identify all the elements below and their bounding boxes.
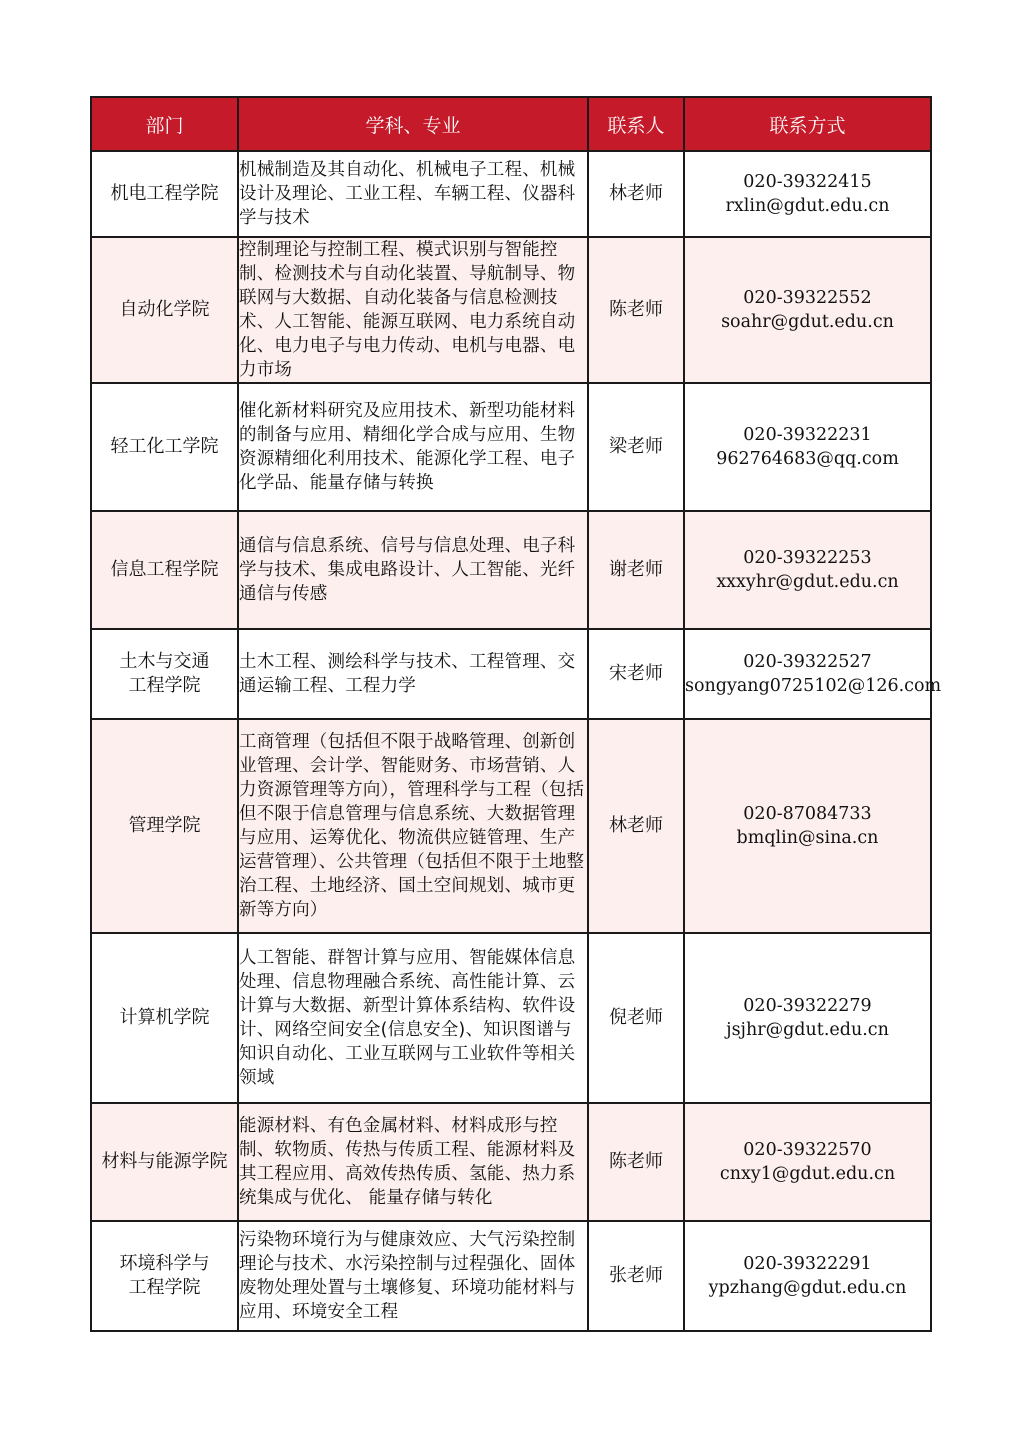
email-link[interactable]: songyang0725102@126.com	[685, 676, 942, 696]
phone-text: 020-39322552	[743, 288, 872, 308]
dept-cell: 信息工程学院	[91, 511, 238, 629]
header-subject: 学科、专业	[238, 97, 588, 151]
phone-text: 020-87084733	[743, 804, 872, 824]
subject-cell: 通信与信息系统、信号与信息处理、电子科学与技术、集成电路设计、人工智能、光纤通信与传感	[238, 511, 588, 629]
subject-cell: 工商管理（包括但不限于战略管理、创新创业管理、会计学、智能财务、市场营销、人力资源管理等方向），管理科学与工程（包括但不限于信息管理与信息系统、大数据管理与应用、运筹优化、物流供应链管理、生产运营管理）、公共管理（包括但不限于土地整治工程、土地经济、国土空间规划、城市更新等方向）	[238, 719, 588, 933]
dept-cell: 计算机学院	[91, 933, 238, 1103]
phone-text: 020-39322570	[743, 1140, 872, 1160]
phone-text: 020-39322231	[743, 425, 872, 445]
dept-cell	[91, 1221, 238, 1331]
email-link[interactable]: 962764683@qq.com	[716, 449, 899, 469]
email-link[interactable]: rxlin@gdut.edu.cn	[725, 196, 890, 216]
subject-cell: 污染物环境行为与健康效应、大气污染控制理论与技术、水污染控制与过程强化、固体废物处理处置与土壤修复、环境功能材料与应用、环境安全工程	[238, 1221, 588, 1331]
dept-line: 工程学院	[128, 1277, 201, 1298]
dept-cell: 材料与能源学院	[91, 1103, 238, 1221]
person-cell: 倪老师	[588, 933, 684, 1103]
subject-cell: 控制理论与控制工程、模式识别与智能控制、检测技术与自动化装置、导航制导、物联网与大数据、自动化装备与信息检测技术、人工智能、能源互联网、电力系统自动化、电力电子与电力传动、电机与电器、电力市场	[238, 237, 588, 383]
contact-table	[90, 96, 942, 1332]
dept-line: 环境科学与	[119, 1253, 210, 1274]
phone-text: 020-39322253	[743, 548, 872, 568]
dept-line: 工程学院	[128, 675, 201, 696]
person-cell: 张老师	[588, 1221, 684, 1331]
contact-cell	[684, 511, 931, 629]
phone-text: 020-39322279	[743, 996, 872, 1016]
header-dept: 部门	[91, 97, 238, 151]
email-link[interactable]: soahr@gdut.edu.cn	[721, 312, 894, 332]
email-link[interactable]: cnxy1@gdut.edu.cn	[719, 1164, 896, 1184]
email-link[interactable]: bmqlin@sina.cn	[736, 828, 879, 848]
table-row	[91, 1221, 931, 1331]
phone-text: 020-39322415	[743, 172, 872, 192]
dept-cell: 机电工程学院	[91, 151, 238, 237]
contact-cell	[684, 933, 931, 1103]
phone-text: 020-39322527	[743, 652, 872, 672]
person-cell: 宋老师	[588, 629, 684, 719]
subject-cell: 人工智能、群智计算与应用、智能媒体信息处理、信息物理融合系统、高性能计算、云计算与大数据、新型计算体系结构、软件设计、网络空间安全(信息安全)、知识图谱与知识自动化、工业互联网与工业软件等相关领域	[238, 933, 588, 1103]
person-cell: 陈老师	[588, 237, 684, 383]
contact-cell	[684, 1103, 931, 1221]
dept-line: 土木与交通	[119, 651, 210, 672]
subject-cell: 能源材料、有色金属材料、材料成形与控制、软物质、传热与传质工程、能源材料及其工程应用、高效传热传质、氢能、热力系统集成与优化、 能量存储与转化	[238, 1103, 588, 1221]
table-row	[91, 933, 931, 1103]
contact-cell	[684, 237, 931, 383]
phone-text: 020-39322291	[743, 1254, 872, 1274]
table-row	[91, 629, 931, 719]
table-row	[91, 383, 931, 511]
contact-cell	[684, 719, 931, 933]
subject-cell: 土木工程、测绘科学与技术、工程管理、交通运输工程、工程力学	[238, 629, 588, 719]
person-cell: 陈老师	[588, 1103, 684, 1221]
header-contact: 联系方式	[684, 97, 931, 151]
dept-cell: 轻工化工学院	[91, 383, 238, 511]
person-cell: 林老师	[588, 151, 684, 237]
email-link[interactable]: ypzhang@gdut.edu.cn	[708, 1278, 907, 1298]
contact-cell	[684, 383, 931, 511]
contact-cell	[684, 1221, 931, 1331]
dept-cell: 自动化学院	[91, 237, 238, 383]
table-row	[91, 151, 931, 237]
contact-cell	[684, 629, 942, 719]
dept-cell	[91, 629, 238, 719]
header-row	[91, 97, 931, 151]
contact-cell	[684, 151, 931, 237]
table-row	[91, 237, 931, 383]
person-cell: 谢老师	[588, 511, 684, 629]
person-cell: 梁老师	[588, 383, 684, 511]
dept-cell: 管理学院	[91, 719, 238, 933]
table-row	[91, 511, 931, 629]
subject-cell: 催化新材料研究及应用技术、新型功能材料的制备与应用、精细化学合成与应用、生物资源精细化利用技术、能源化学工程、电子化学品、能量存储与转换	[238, 383, 588, 511]
table-row	[91, 719, 931, 933]
person-cell: 林老师	[588, 719, 684, 933]
email-link[interactable]: xxxyhr@gdut.edu.cn	[716, 572, 899, 592]
table-row	[91, 1103, 931, 1221]
header-person: 联系人	[588, 97, 684, 151]
email-link[interactable]: jsjhr@gdut.edu.cn	[726, 1020, 889, 1040]
subject-cell: 机械制造及其自动化、机械电子工程、机械设计及理论、工业工程、车辆工程、仪器科学与技术	[238, 151, 588, 237]
